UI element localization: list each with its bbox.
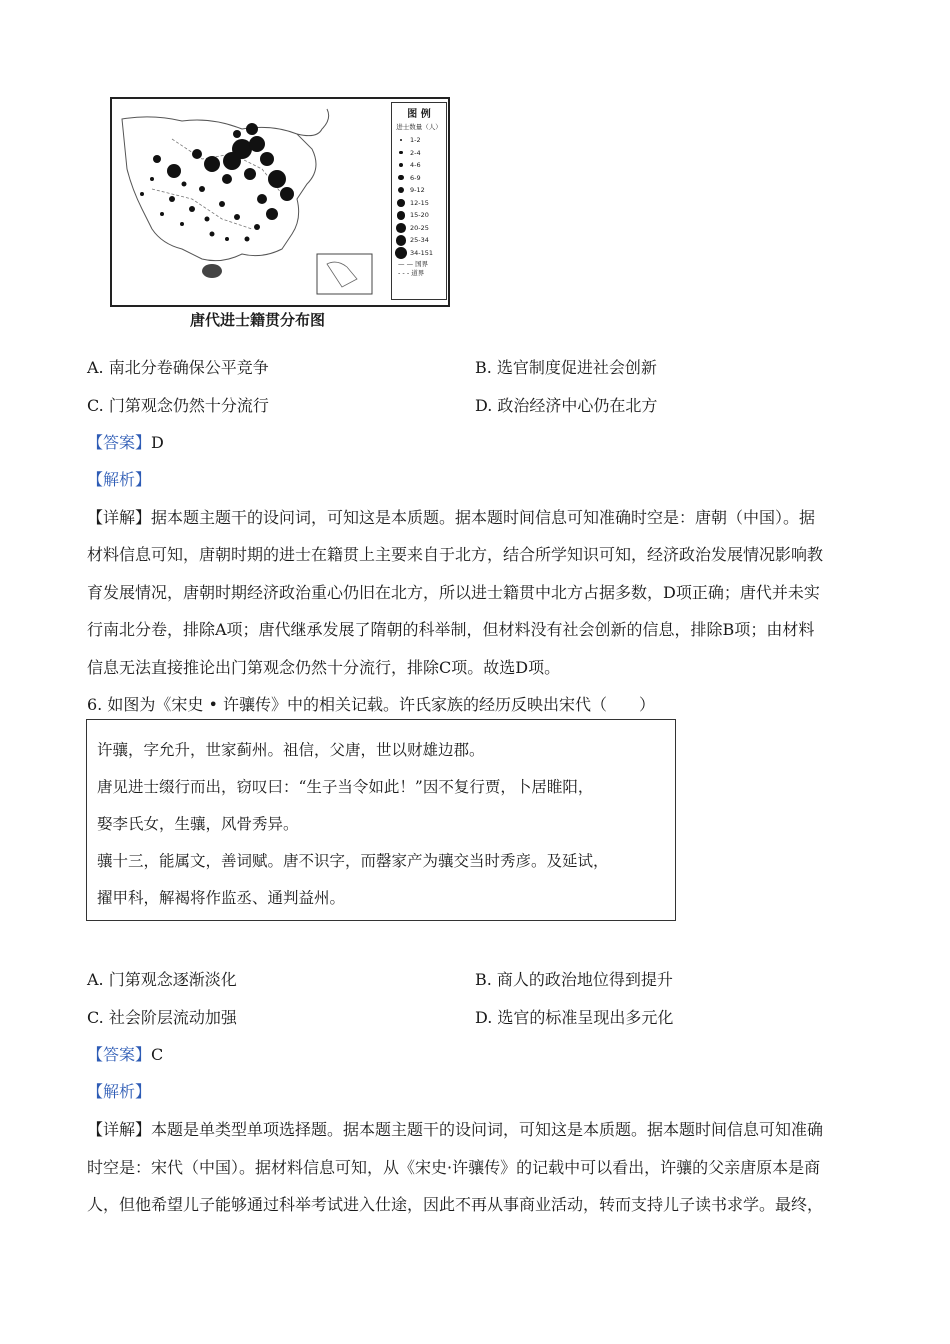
q6-detail-line: 时空是：宋代（中国）。据材料信息可知，从《宋史·许骧传》的记载中可以看出，许骧的父亲唐原本是商 (87, 1158, 821, 1177)
map-caption: 唐代进士籍贯分布图 (190, 311, 326, 329)
quote-line: 许骧，字允升，世家蓟州。祖信，父唐，世以财雄边郡。 (97, 741, 485, 759)
legend-label: 9-12 (410, 186, 425, 195)
legend-subtitle: 进士数量（人） (396, 123, 442, 131)
quote-line: 骧十三，能属文，善词赋。唐不识字，而罄家产为骧交当时秀彦。及延试， (97, 852, 609, 870)
legend-dot-icon (399, 163, 403, 167)
q5-option-b: B. 选官制度促进社会创新 (475, 358, 657, 377)
legend-item (392, 222, 446, 235)
answer-tag: 【答案】 (87, 433, 152, 452)
q6-detail-line: 【详解】本题是单类型单项选择题。据本题主题干的设问词，可知这是本质题。据本题时间信息可知准确 (87, 1120, 824, 1139)
quote-line: 娶李氏女，生骧，风骨秀异。 (97, 815, 299, 833)
legend-item (392, 197, 446, 210)
q5-detail-line: 信息无法直接推论出门第观念仍然十分流行，排除C项。故选D项。 (87, 658, 561, 677)
q5-answer (87, 430, 164, 453)
answer-value: C (151, 1045, 164, 1064)
q5-detail-line: 【详解】据本题主题干的设问词，可知这是本质题。据本题时间信息可知准确时空是：唐朝（中国）。据 (87, 508, 816, 527)
legend-title: 图 例 (407, 109, 431, 120)
q6-option-a: A. 门第观念逐渐淡化 (87, 970, 237, 989)
legend-label: 20-25 (410, 223, 429, 232)
legend-label: 12-15 (410, 198, 429, 207)
legend-items (392, 134, 446, 259)
quote-line: 擢甲科，解褐将作监丞、通判益州。 (97, 889, 346, 907)
q5-option-c: C. 门第观念仍然十分流行 (87, 396, 269, 415)
q5-detail-line: 材料信息可知，唐朝时期的进士在籍贯上主要来自于北方，结合所学知识可知，经济政治发展情况影响教 (87, 545, 824, 564)
legend-label: 15-20 (410, 211, 429, 220)
legend-dot-icon (398, 175, 403, 180)
legend-item (392, 159, 446, 172)
q5-option-d: D. 政治经济中心仍在北方 (475, 396, 658, 415)
legend-label: 34-151 (410, 248, 434, 257)
q5-option-a: A. 南北分卷确保公平竞争 (87, 358, 269, 377)
q5-detail-line: 行南北分卷，排除A项；唐代继承发展了隋朝的科举制，但材料没有社会创新的信息，排除B项；由材料 (87, 620, 815, 639)
answer-value: D (151, 433, 164, 452)
legend-label: 6-9 (410, 173, 421, 182)
legend-item (392, 247, 446, 260)
legend-line-dao: - - - 道界 (398, 269, 425, 277)
q5-analysis-tag: 【解析】 (87, 470, 152, 489)
legend-label: 4-6 (410, 161, 421, 170)
q6-answer (87, 1042, 163, 1065)
legend-dot-icon (397, 211, 406, 220)
q6-stem: 6. 如图为《宋史 • 许骧传》中的相关记载。许氏家族的经历反映出宋代（ ） (87, 695, 655, 714)
legend-dot-icon (395, 247, 407, 259)
legend-label: 2-4 (410, 148, 421, 157)
legend-item (392, 234, 446, 247)
q6-option-d: D. 选官的标准呈现出多元化 (475, 1008, 674, 1027)
tang-jinshi-map (110, 97, 450, 307)
answer-tag: 【答案】 (87, 1045, 152, 1064)
legend-dot-icon (396, 223, 406, 233)
legend-dot-icon (400, 139, 402, 141)
legend-label: 25-34 (410, 236, 429, 245)
q6-quote-box (86, 719, 676, 921)
q5-detail-line: 育发展情况，唐朝时期经济政治重心仍旧在北方，所以进士籍贯中北方占据多数，D项正确；唐代并未实 (87, 583, 820, 602)
q6-option-b: B. 商人的政治地位得到提升 (475, 970, 673, 989)
legend-line-border: — — 国界 (398, 260, 429, 268)
legend-dot-icon (396, 235, 407, 246)
q6-detail-line: 人，但他希望儿子能够通过科举考试进入仕途，因此不再从事商业活动，转而支持儿子读书求学。最终， (87, 1195, 824, 1214)
q6-analysis-tag: 【解析】 (87, 1082, 152, 1101)
legend-dot-icon (398, 187, 404, 193)
q6-option-c: C. 社会阶层流动加强 (87, 1008, 237, 1027)
quote-line: 唐见进士缀行而出，窃叹曰：“生子当令如此！”因不复行贾，卜居睢阳， (97, 778, 594, 796)
legend-item (392, 147, 446, 160)
legend-item (392, 209, 446, 222)
legend-dot-icon (397, 199, 405, 207)
legend-label: 1-2 (410, 136, 421, 145)
map-legend (391, 102, 447, 300)
legend-item (392, 172, 446, 185)
legend-item (392, 184, 446, 197)
legend-item (392, 134, 446, 147)
legend-dot-icon (399, 151, 402, 154)
